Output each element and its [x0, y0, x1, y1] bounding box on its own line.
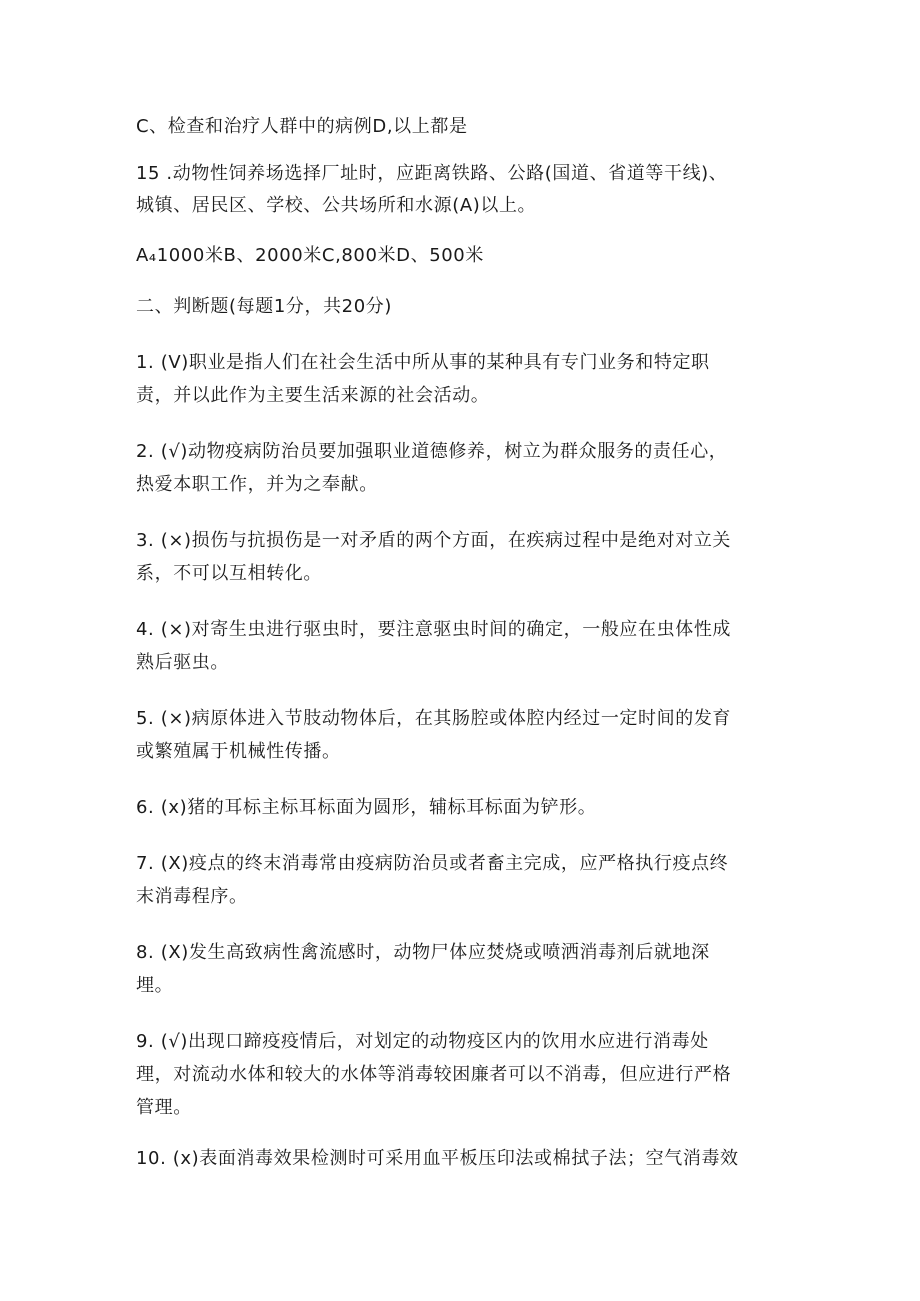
item-2-line-1: 2. (√)动物疫病防治员要加强职业道德修养，树立为群众服务的责任心，	[136, 441, 728, 462]
item-6-line-1: 6. (x)猪的耳标主标耳标面为圆形，辅标耳标面为铲形。	[136, 797, 597, 818]
item-8-line-2: 埋。	[136, 975, 174, 996]
item-5-line-1: 5. (×)病原体进入节肢动物体后，在其肠腔或体腔内经过一定时间的发育	[136, 708, 732, 729]
item-8-line-1: 8. (X)发生高致病性禽流感时，动物尸体应焚烧或喷洒消毒剂后就地深	[136, 942, 710, 963]
item-7-line-1: 7. (X)疫点的终末消毒常由疫病防治员或者畜主完成，应严格执行疫点终	[136, 853, 729, 874]
item-9-line-2: 理，对流动水体和较大的水体等消毒较困廉者可以不消毒，但应进行严格	[136, 1064, 732, 1085]
item-1-line-1: 1. (V)职业是指人们在社会生活中所从事的某种具有专门业务和特定职	[136, 352, 710, 373]
question-15-line-2: 城镇、居民区、学校、公共场所和水源(A)以上。	[136, 195, 537, 216]
question-15-line-1: 15 .动物性饲养场选择厂址时，应距离铁路、公路(国道、省道等干线)、	[136, 163, 728, 184]
item-10-line-1: 10. (x)表面消毒效果检测时可采用血平板压印法或棉拭子法；空气消毒效	[136, 1148, 739, 1169]
item-4-line-1: 4. (×)对寄生虫进行驱虫时，要注意驱虫时间的确定，一般应在虫体性成	[136, 619, 732, 640]
item-3-line-1: 3. (×)损伤与抗损伤是一对矛盾的两个方面，在疾病过程中是绝对对立关	[136, 530, 732, 551]
item-5-line-2: 或繁殖属于机械性传播。	[136, 741, 341, 762]
item-2-line-2: 热爱本职工作，并为之奉献。	[136, 474, 378, 495]
item-1-line-2: 责，并以此作为主要生活来源的社会活动。	[136, 385, 490, 406]
item-9-line-3: 管理。	[136, 1097, 192, 1118]
item-7-line-2: 末消毒程序。	[136, 886, 248, 907]
item-3-line-2: 系，不可以互相转化。	[136, 563, 322, 584]
section-heading: 二、判断题(每题1分，共20分)	[136, 296, 393, 317]
item-4-line-2: 熟后驱虫。	[136, 652, 229, 673]
item-9-line-1: 9. (√)出现口蹄疫疫情后，对划定的动物疫区内的饮用水应进行消毒处	[136, 1031, 709, 1052]
question-15-options: A₄1000米B、2000米C,800米D、500米	[136, 245, 484, 266]
option-line-c-d: C、检查和治疗人群中的病例D,以上都是	[136, 116, 468, 137]
